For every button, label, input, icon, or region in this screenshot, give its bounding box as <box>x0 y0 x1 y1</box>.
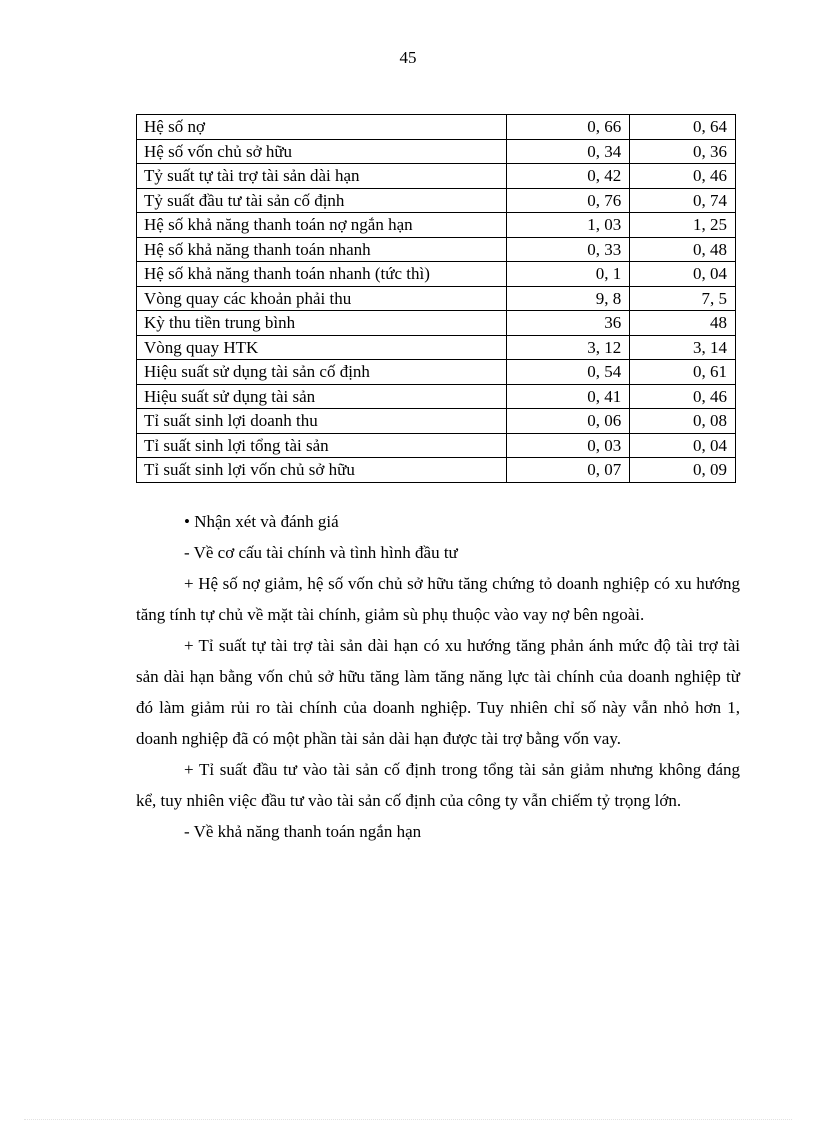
ratio-label: Vòng quay HTK <box>137 335 507 360</box>
ratio-value-previous: 0, 66 <box>506 115 630 140</box>
ratio-value-current: 0, 04 <box>630 262 736 287</box>
ratio-value-current: 0, 61 <box>630 360 736 385</box>
table-row <box>137 262 736 287</box>
ratio-value-previous: 0, 07 <box>506 458 630 483</box>
section-heading: • Nhận xét và đánh giá <box>184 512 339 531</box>
financial-ratios-table-body <box>137 115 736 483</box>
ratio-value-current: 0, 64 <box>630 115 736 140</box>
ratio-value-current: 0, 09 <box>630 458 736 483</box>
ratio-value-current: 0, 04 <box>630 433 736 458</box>
ratio-label: Tỷ suất tự tài trợ tài sản dài hạn <box>137 164 507 189</box>
ratio-label: Tỷ suất đầu tư tài sản cố định <box>137 188 507 213</box>
ratio-label: Hệ số khả năng thanh toán nhanh <box>137 237 507 262</box>
ratio-label: Kỳ thu tiền trung bình <box>137 311 507 336</box>
subheading-financial-structure: - Về cơ cấu tài chính và tình hình đầu tư <box>184 543 458 562</box>
table-row <box>137 458 736 483</box>
ratio-label: Hiệu suất sử dụng tài sản cố định <box>137 360 507 385</box>
ratio-value-current: 48 <box>630 311 736 336</box>
table-row <box>137 237 736 262</box>
table-row <box>137 335 736 360</box>
financial-ratios-table <box>136 114 736 483</box>
ratio-value-current: 0, 48 <box>630 237 736 262</box>
ratio-label: Tỉ suất sinh lợi doanh thu <box>137 409 507 434</box>
ratio-label: Tỉ suất sinh lợi vốn chủ sở hữu <box>137 458 507 483</box>
ratio-value-previous: 0, 76 <box>506 188 630 213</box>
ratio-value-current: 0, 46 <box>630 164 736 189</box>
ratio-value-previous: 1, 03 <box>506 213 630 238</box>
ratio-label: Tỉ suất sinh lợi tổng tài sản <box>137 433 507 458</box>
table-row <box>137 188 736 213</box>
ratio-value-previous: 0, 34 <box>506 139 630 164</box>
ratio-value-previous: 0, 41 <box>506 384 630 409</box>
ratio-value-previous: 9, 8 <box>506 286 630 311</box>
ratio-value-current: 0, 36 <box>630 139 736 164</box>
ratio-label: Hệ số khả năng thanh toán nhanh (tức thì) <box>137 262 507 287</box>
paragraph-fixed-asset-investment: + Tỉ suất đầu tư vào tài sản cố định trong tổng tài sản giảm nhưng không đáng kể, tuy nhiên việc đầu tư vào tài sản cố định của công ty vẫn chiếm tỷ trọng lớn. <box>136 760 740 810</box>
analysis-text <box>136 506 740 847</box>
ratio-value-current: 1, 25 <box>630 213 736 238</box>
ratio-value-current: 0, 08 <box>630 409 736 434</box>
subheading-short-term-solvency: - Về khả năng thanh toán ngắn hạn <box>184 822 422 841</box>
ratio-value-current: 0, 74 <box>630 188 736 213</box>
ratio-value-previous: 0, 1 <box>506 262 630 287</box>
ratio-label: Hệ số vốn chủ sở hữu <box>137 139 507 164</box>
footer-divider <box>24 1119 792 1120</box>
ratio-value-current: 7, 5 <box>630 286 736 311</box>
page-number: 45 <box>399 48 417 67</box>
ratio-value-previous: 0, 42 <box>506 164 630 189</box>
ratio-value-previous: 0, 06 <box>506 409 630 434</box>
table-row <box>137 360 736 385</box>
paragraph-debt-ratio: + Hệ số nợ giảm, hệ số vốn chủ sở hữu tăng chứng tỏ doanh nghiệp có xu hướng tăng tính tự chủ về mặt tài chính, giảm sù phụ thuộc vào vay nợ bên ngoài. <box>136 574 740 624</box>
ratio-value-previous: 0, 33 <box>506 237 630 262</box>
ratio-value-current: 0, 46 <box>630 384 736 409</box>
table-row <box>137 433 736 458</box>
ratio-label: Hiệu suất sử dụng tài sản <box>137 384 507 409</box>
ratio-label: Hệ số nợ <box>137 115 507 140</box>
ratio-label: Hệ số khả năng thanh toán nợ ngắn hạn <box>137 213 507 238</box>
table-row <box>137 115 736 140</box>
ratio-value-previous: 36 <box>506 311 630 336</box>
table-row <box>137 311 736 336</box>
table-row <box>137 213 736 238</box>
ratio-value-previous: 0, 54 <box>506 360 630 385</box>
ratio-label: Vòng quay các khoản phải thu <box>137 286 507 311</box>
table-row <box>137 409 736 434</box>
ratio-value-current: 3, 14 <box>630 335 736 360</box>
ratio-value-previous: 3, 12 <box>506 335 630 360</box>
ratio-value-previous: 0, 03 <box>506 433 630 458</box>
table-row <box>137 384 736 409</box>
table-row <box>137 286 736 311</box>
table-row <box>137 139 736 164</box>
paragraph-self-financing: + Tỉ suất tự tài trợ tài sản dài hạn có xu hướng tăng phản ánh mức độ tài trợ tài sản dài hạn bằng vốn chủ sở hữu tăng làm tăng năng lực tài chính của doanh nghiệp từ đó làm giảm rủi ro tài chính của doanh nghiệp. Tuy nhiên chỉ số này vẫn nhỏ hơn 1, doanh nghiệp đã có một phần tài sản dài hạn được tài trợ bằng vốn vay. <box>136 636 740 748</box>
table-row <box>137 164 736 189</box>
